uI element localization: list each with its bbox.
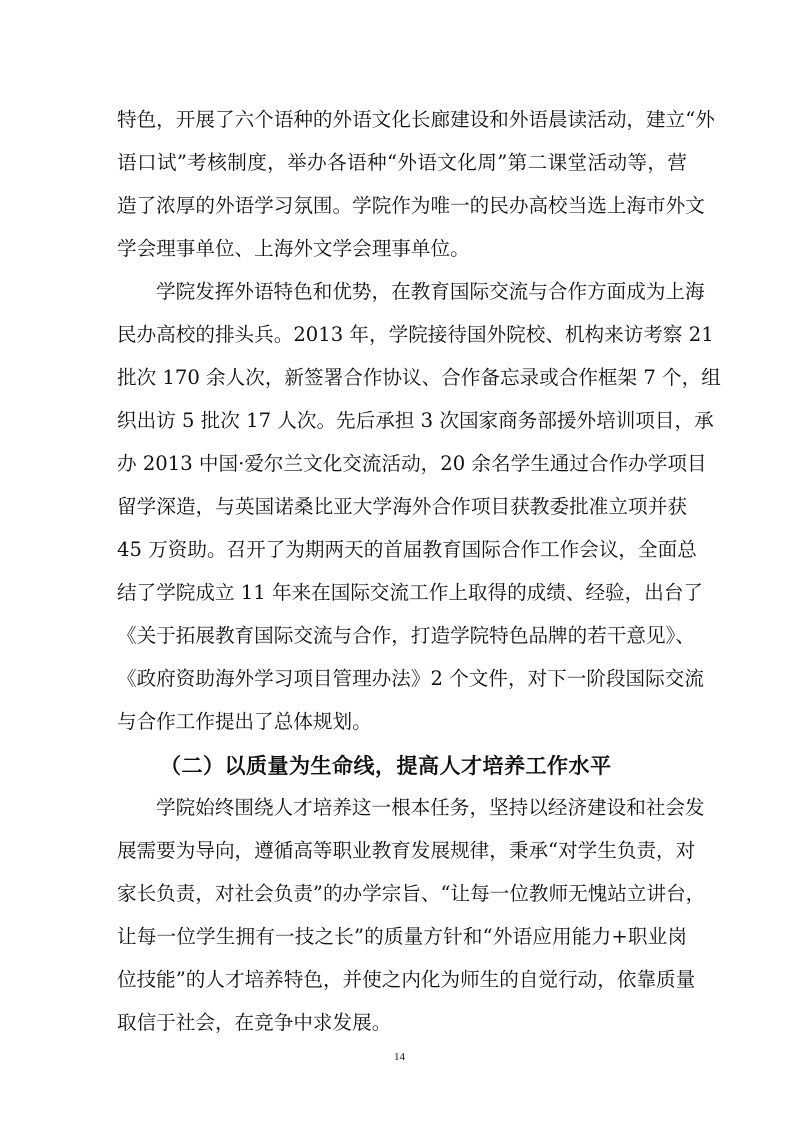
paragraph-line: 办 2013 中国·爱尔兰文化交流活动，20 余名学生通过合作办学项目 [117,452,707,475]
paragraph-line: 家长负责，对社会负责”的办学宗旨、“让每一位教师无愧站立讲台， [117,882,706,905]
paragraph-line: 留学深造，与英国诺桑比亚大学海外合作项目获教委批准立项并获 [117,495,687,518]
paragraph-line: 位技能”的人才培养特色，并使之内化为师生的自觉行动，依靠质量 [117,968,696,991]
paragraph-line: 批次 170 余人次，新签署合作协议、合作备忘录或合作框架 7 个，组 [117,366,721,389]
paragraph-line: 结了学院成立 11 年来在国际交流工作上取得的成绩、经验，出台了 [117,581,704,604]
paragraph-line: 取信于社会，在竞争中求发展。 [117,1011,392,1034]
paragraph-line: 学院发挥外语特色和优势，在教育国际交流与合作方面成为上海 [156,280,705,303]
paragraph-line: 织出访 5 批次 17 人次。先后承担 3 次国家商务部援外培训项目，承 [117,409,714,432]
paragraph-line: 让每一位学生拥有一技之长”的质量方针和“外语应用能力+职业岗 [117,925,687,948]
paragraph-line: 学会理事单位、上海外文学会理事单位。 [117,237,470,260]
paragraph-line: 45 万资助。召开了为期两天的首届教育国际合作工作会议，全面总 [117,538,697,561]
paragraph-line: 民办高校的排头兵。2013 年，学院接待国外院校、机构来访考察 21 [117,323,714,346]
paragraph-line: 学院始终围绕人才培养这一根本任务，坚持以经济建设和社会发 [156,796,705,819]
paragraph-line: 展需要为导向，遵循高等职业教育发展规律，秉承“对学生负责，对 [117,839,696,862]
section-heading: （二）以质量为生命线，提高人才培养工作水平 [160,753,612,778]
paragraph-line: 与合作工作提出了总体规划。 [117,710,372,733]
paragraph-line: 《政府资助海外学习项目管理办法》2 个文件，对下一阶段国际交流 [117,667,704,690]
paragraph-line: 特色，开展了六个语种的外语文化长廊建设和外语晨读活动，建立“外 [117,108,715,131]
page-number: 14 [394,1051,405,1063]
paragraph-line: 《关于拓展教育国际交流与合作，打造学院特色品牌的若干意见》、 [117,624,696,647]
paragraph-line: 语口试”考核制度，举办各语种“外语文化周”第二课堂活动等，营 [117,151,687,174]
paragraph-line: 造了浓厚的外语学习氛围。学院作为唯一的民办高校当选上海市外文 [117,194,705,217]
